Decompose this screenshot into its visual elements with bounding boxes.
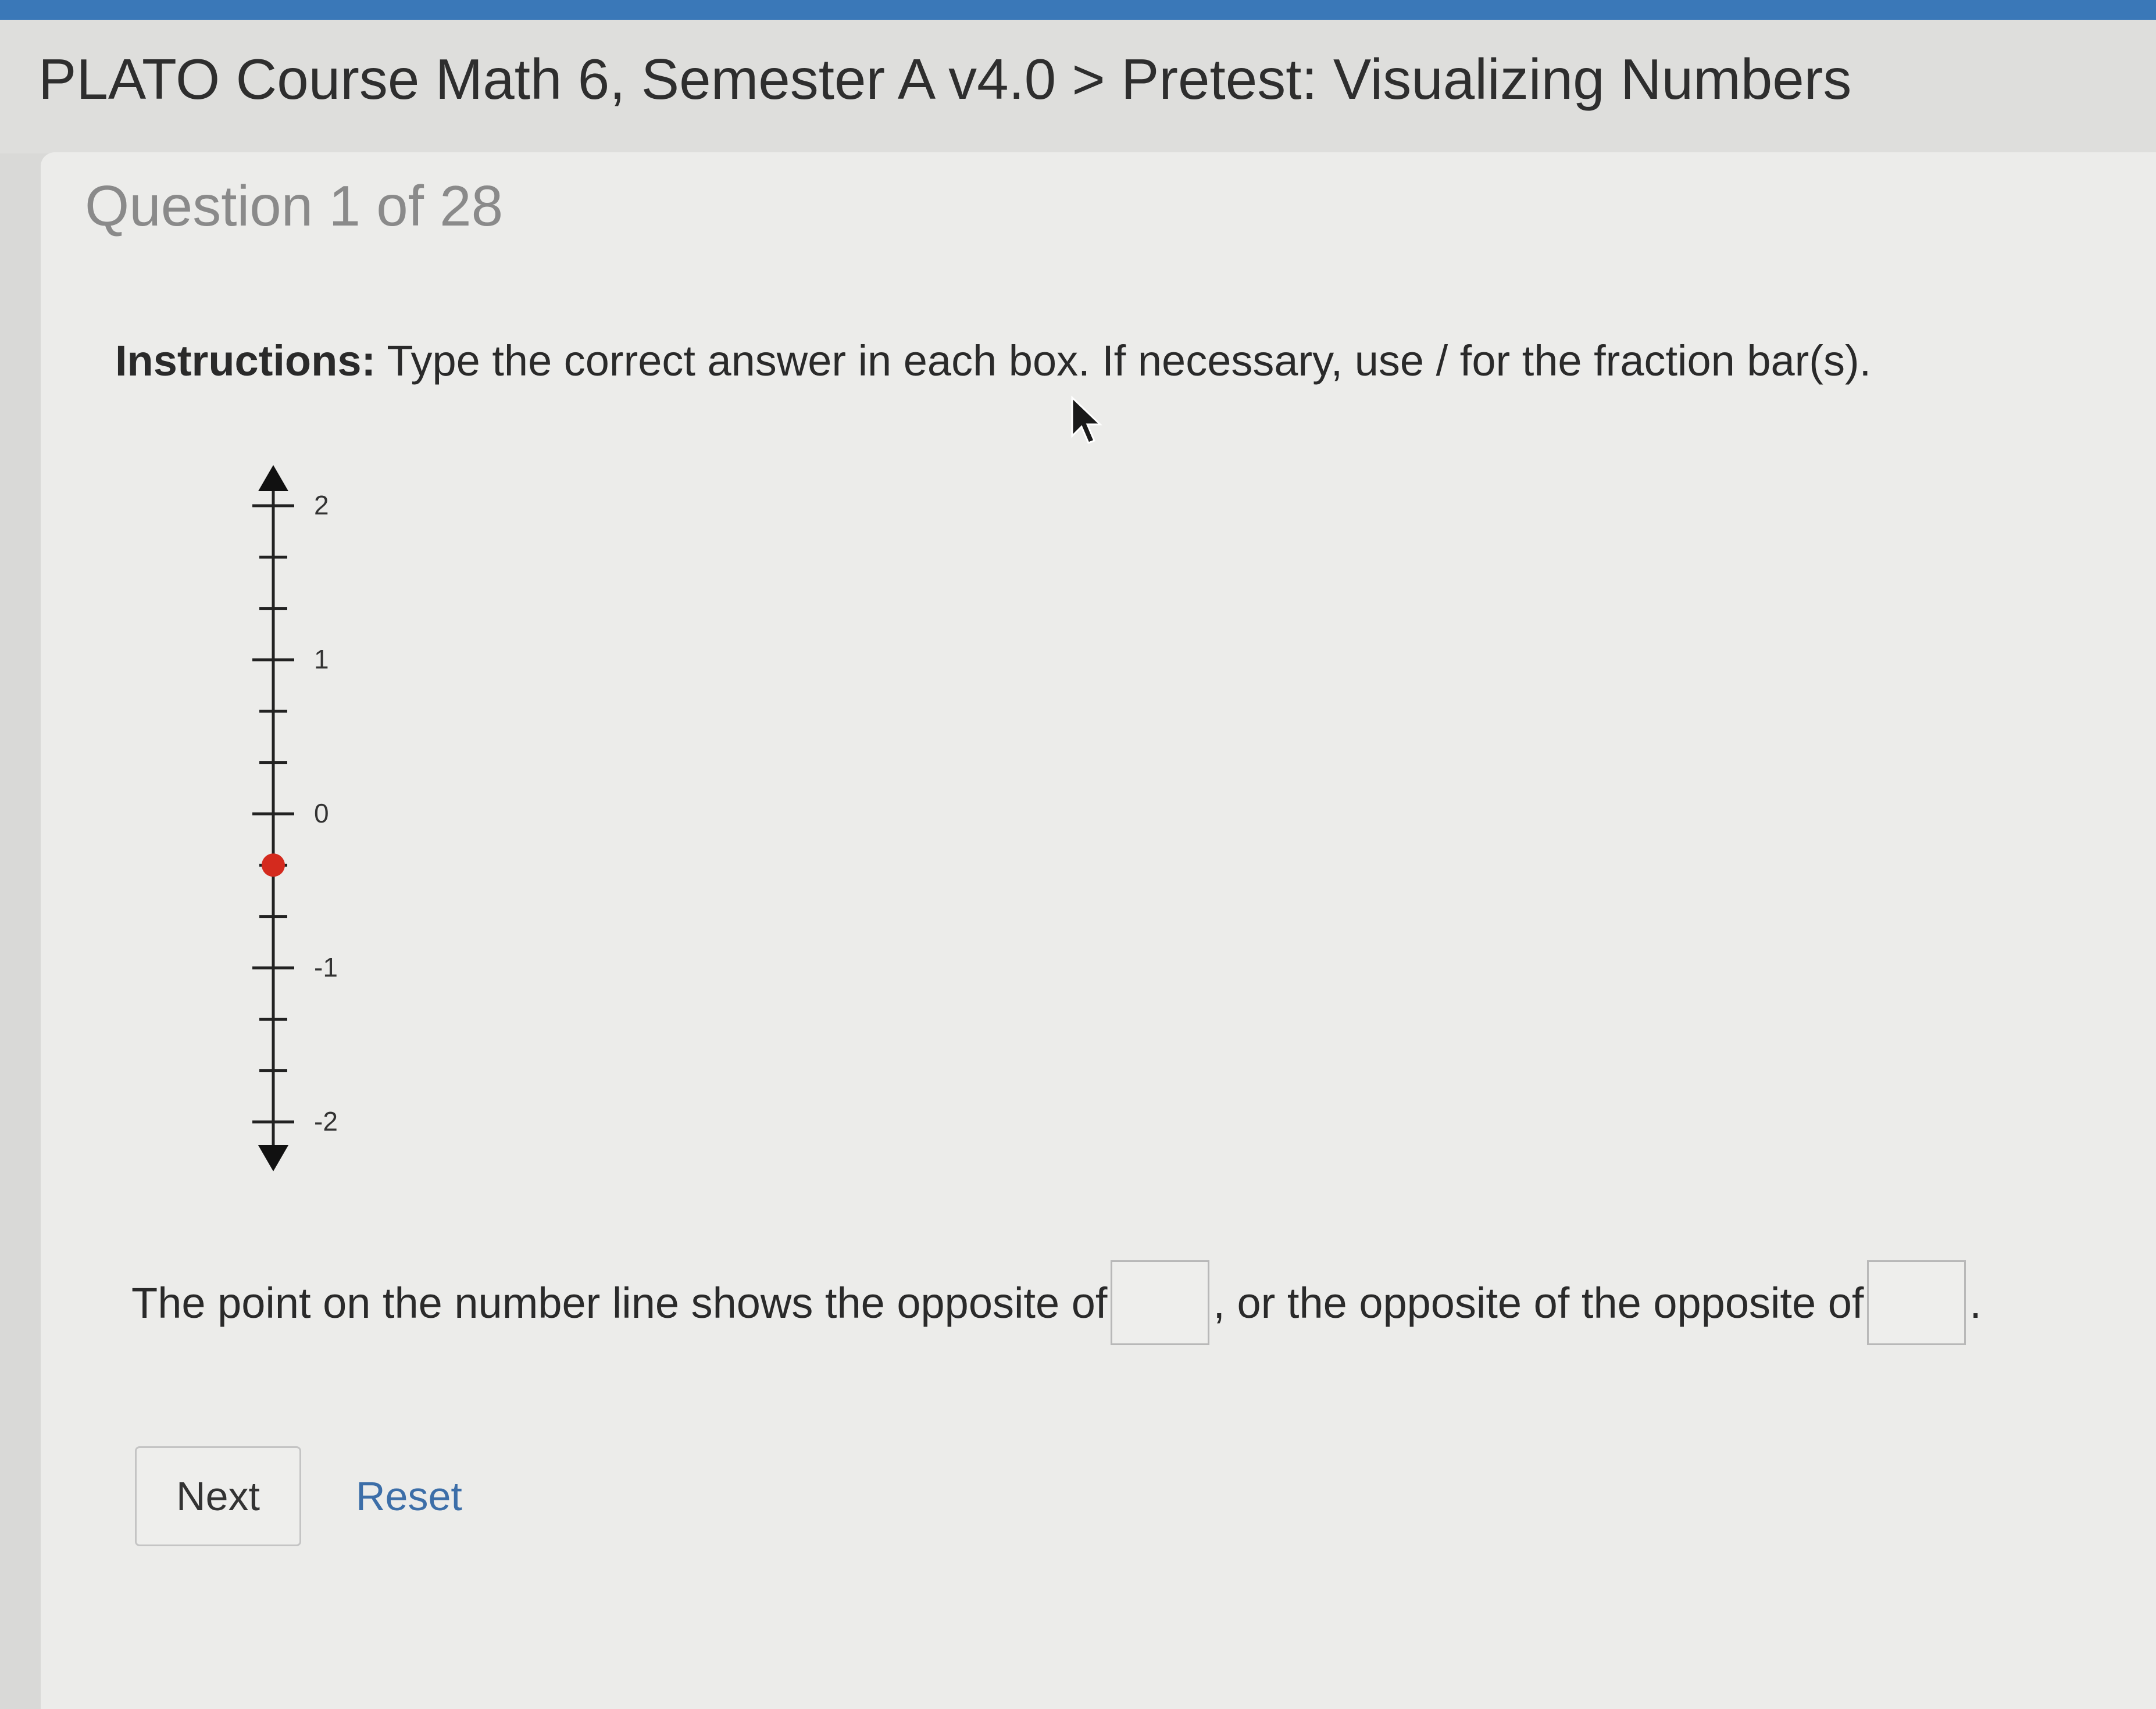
breadcrumb: PLATO Course Math 6, Semester A v4.0 > Pretest: Visualizing Numbers <box>38 47 1852 111</box>
reset-link[interactable]: Reset <box>356 1474 462 1519</box>
plotted-point <box>262 853 285 877</box>
question-sentence <box>131 1259 1982 1346</box>
answer-box-1[interactable] <box>1111 1260 1209 1345</box>
tick-label: -2 <box>314 1106 338 1136</box>
answer-box-2[interactable] <box>1867 1260 1966 1345</box>
instructions-label: Instructions: <box>115 337 376 385</box>
arrow-up-icon <box>258 465 288 491</box>
arrow-down-icon <box>258 1145 288 1171</box>
top-bar <box>0 0 2156 20</box>
instructions-text: Type the correct answer in each box. If necessary, use / for the fraction bar(s). <box>387 337 1872 385</box>
sentence-part-1: The point on the number line shows the opposite of <box>131 1278 1108 1327</box>
mouse-cursor-icon <box>1070 395 1105 448</box>
tick-label: -1 <box>314 952 338 982</box>
number-line-graphic <box>215 453 366 1197</box>
sentence-part-2: , or the opposite of the opposite of <box>1213 1278 1864 1327</box>
tick-label: 1 <box>314 644 329 674</box>
tick-label: 0 <box>314 798 329 828</box>
number-line <box>215 453 366 1197</box>
instructions <box>115 336 1871 385</box>
sentence-part-3: . <box>1969 1278 1982 1327</box>
next-button[interactable]: Next <box>135 1446 301 1546</box>
question-counter: Question 1 of 28 <box>85 174 504 238</box>
tick-label: 2 <box>314 490 329 520</box>
